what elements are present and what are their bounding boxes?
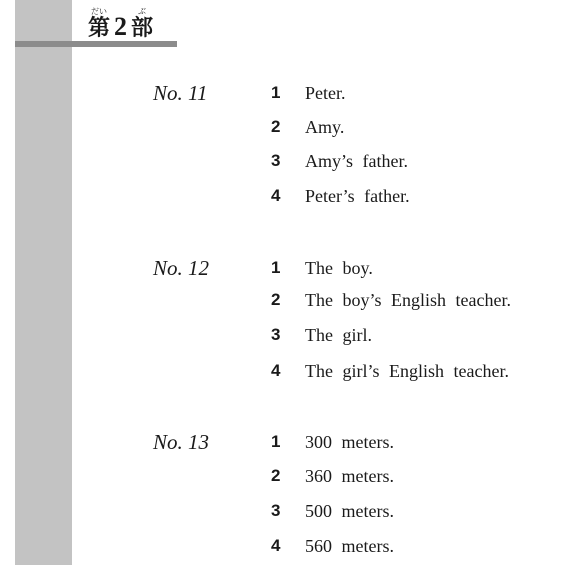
option-number: 1 (271, 432, 281, 451)
option-1 (271, 256, 373, 280)
option-text: 500 meters. (305, 500, 394, 521)
option-1 (271, 81, 346, 105)
part-number: 2 (114, 12, 128, 41)
side-bar (15, 0, 72, 565)
option-number: 3 (271, 151, 281, 170)
option-number: 2 (271, 117, 281, 136)
option-number: 1 (271, 258, 281, 277)
option-number: 3 (271, 501, 281, 520)
option-4 (271, 534, 394, 558)
option-2 (271, 115, 344, 139)
option-text: 300 meters. (305, 431, 394, 452)
option-text: The boy. (305, 257, 373, 278)
part-prefix (88, 8, 110, 40)
option-text: 360 meters. (305, 465, 394, 486)
option-3 (271, 149, 408, 173)
question-label: No. 13 (153, 430, 210, 454)
option-text: The girl. (305, 324, 372, 345)
option-2 (271, 288, 511, 312)
option-text: 560 meters. (305, 535, 394, 556)
option-number: 3 (271, 325, 281, 344)
option-text: Amy. (305, 116, 345, 137)
option-text: The boy’s English teacher. (305, 289, 511, 310)
part-suffix-reading: ぶ (138, 7, 147, 16)
part-title (88, 4, 153, 40)
option-number: 4 (271, 186, 281, 205)
part-prefix-reading: だい (91, 7, 107, 16)
option-text: Peter. (305, 82, 346, 103)
option-4 (271, 184, 410, 208)
part-suffix-kanji: 部 (131, 16, 154, 41)
option-text: The girl’s English teacher. (305, 360, 509, 381)
option-2 (271, 464, 394, 488)
option-number: 2 (271, 290, 281, 309)
option-number: 4 (271, 536, 281, 555)
option-number: 2 (271, 466, 281, 485)
option-3 (271, 323, 372, 347)
part-prefix-kanji: 第 (88, 16, 111, 41)
question-label: No. 11 (153, 81, 208, 105)
option-number: 1 (271, 83, 281, 102)
question-label: No. 12 (153, 256, 210, 280)
header-rule (15, 41, 177, 47)
option-text: Peter’s father. (305, 185, 410, 206)
option-4 (271, 359, 509, 383)
option-1 (271, 430, 394, 454)
option-number: 4 (271, 361, 281, 380)
part-suffix (131, 8, 153, 40)
option-text: Amy’s father. (305, 150, 408, 171)
option-3 (271, 499, 394, 523)
